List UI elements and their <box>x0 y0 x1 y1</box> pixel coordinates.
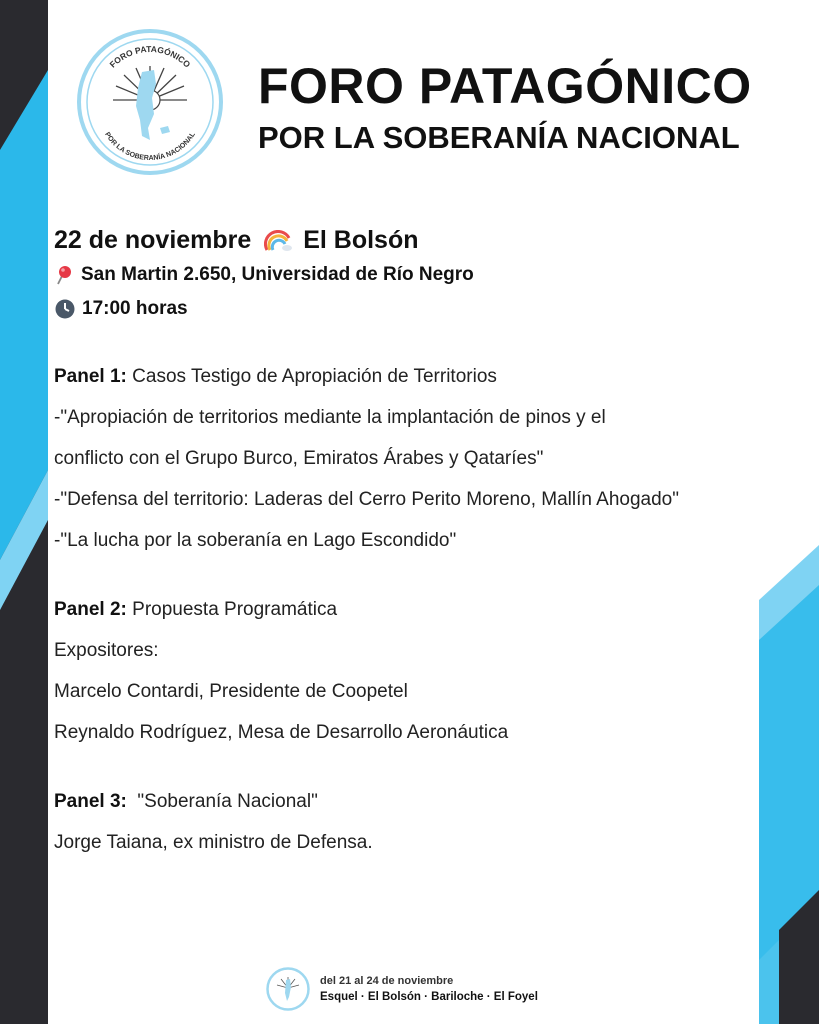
panel-2 <box>54 589 774 753</box>
logo-bottom-text: POR LA SOBERANÍA NACIONAL <box>103 131 197 163</box>
panel-3 <box>54 781 774 863</box>
round-pushpin-icon <box>54 264 76 286</box>
footer-cities: Esquel · El Bolsón · Bariloche · El Foyel <box>320 990 538 1003</box>
event-date: 22 de noviembre <box>54 226 252 254</box>
panel-topic: Casos Testigo de Apropiación de Territorios <box>126 366 497 387</box>
footer <box>266 966 538 1012</box>
clock-icon <box>54 298 76 320</box>
panel-line: -"Defensa del territorio: Laderas del Cerro Perito Moreno, Mallín Ahogado" <box>54 489 679 510</box>
page-subtitle: POR LA SOBERANÍA NACIONAL <box>258 120 740 155</box>
panel-1 <box>54 356 774 561</box>
footer-logo <box>266 967 310 1011</box>
panel-line: -"Apropiación de territorios mediante la implantación de pinos y el <box>54 407 606 428</box>
panel-line: Marcelo Contardi, Presidente de Coopetel <box>54 681 408 702</box>
event-time: 17:00 horas <box>82 298 188 319</box>
foro-patagonico-logo <box>76 28 224 176</box>
panel-line: -"La lucha por la soberanía en Lago Escondido" <box>54 530 457 551</box>
event-location: San Martin 2.650, Universidad de Río Negro <box>81 264 474 285</box>
left-decorative-stripes <box>0 0 48 1024</box>
panel-label: Panel 1: <box>54 366 127 387</box>
panel-line: Reynaldo Rodríguez, Mesa de Desarrollo Aeronáutica <box>54 722 509 743</box>
event-date-line <box>54 222 774 258</box>
panel-label: Panel 3: <box>54 791 127 812</box>
event-time-line <box>54 292 774 326</box>
footer-dates: del 21 al 24 de noviembre <box>320 974 454 987</box>
event-city: El Bolsón <box>303 226 419 254</box>
panel-topic: Propuesta Programática <box>126 599 338 620</box>
logo-top-text: FORO PATAGÓNICO <box>107 43 193 70</box>
header-title-block <box>258 58 798 156</box>
rainbow-icon <box>264 230 292 252</box>
event-content <box>54 222 774 863</box>
event-location-line <box>54 258 774 292</box>
footer-text <box>320 974 538 1005</box>
panel-line: conflicto con el Grupo Burco, Emiratos Árabes y Qataríes" <box>54 448 544 469</box>
panel-line: Expositores: <box>54 640 159 661</box>
panel-line: Jorge Taiana, ex ministro de Defensa. <box>54 832 373 853</box>
panel-topic: "Soberanía Nacional" <box>126 791 318 812</box>
page-title: FORO PATAGÓNICO <box>258 58 752 114</box>
panel-label: Panel 2: <box>54 599 127 620</box>
